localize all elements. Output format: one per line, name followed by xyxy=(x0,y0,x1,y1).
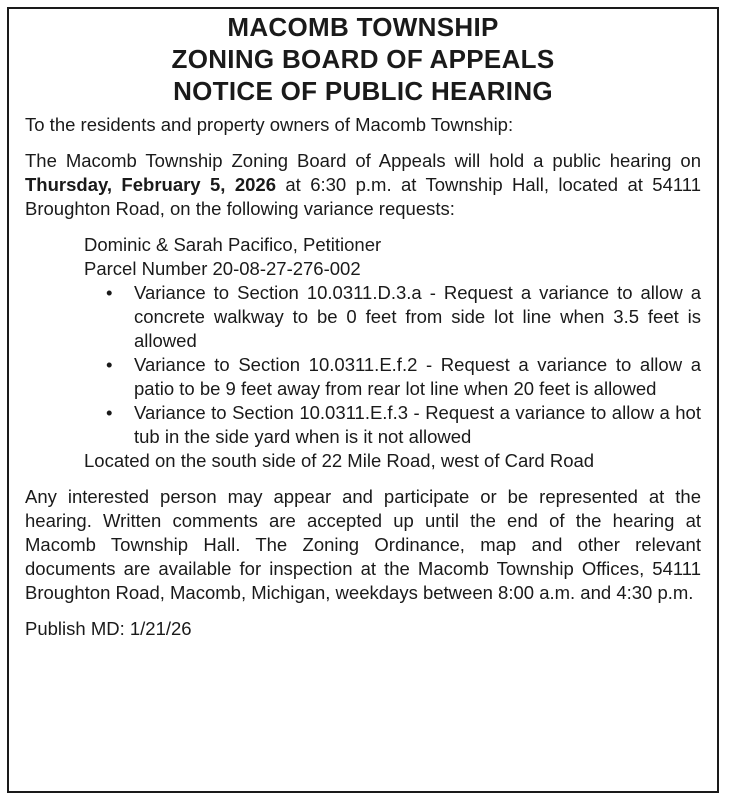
title-line-2: ZONING BOARD OF APPEALS xyxy=(171,44,555,74)
title-line-1: MACOMB TOWNSHIP xyxy=(227,12,499,42)
variance-text: Variance to Section 10.0311.E.f.2 - Request a variance to allow a patio to be 9 feet away from rear lot line when 20 feet is allowed xyxy=(134,354,701,399)
notice-title xyxy=(25,11,701,107)
variance-list xyxy=(84,281,701,449)
property-location: Located on the south side of 22 Mile Road, west of Card Road xyxy=(84,450,595,471)
parcel-number: Parcel Number 20-08-27-276-002 xyxy=(84,258,361,279)
intro-paragraph xyxy=(25,149,701,221)
title-line-3: NOTICE OF PUBLIC HEARING xyxy=(173,76,553,106)
bullet-icon: • xyxy=(106,354,113,375)
variance-item xyxy=(106,281,701,353)
bullet-icon: • xyxy=(106,282,113,303)
petitioner-name: Dominic & Sarah Pacifico, Petitioner xyxy=(84,234,382,255)
publish-date: Publish MD: 1/21/26 xyxy=(25,618,192,639)
variance-item xyxy=(106,353,701,401)
closing-paragraph: Any interested person may appear and participate or be represented at the hearing. Written comments are accepted up until the end of the hearing at Macomb Township Hall. The Zoning Ordinance, map and other relevant documents are available for inspection at the Macomb Township Offices, 54111 Broughton Road, Macomb, Michigan, weekdays between 8:00 a.m. and 4:30 p.m. xyxy=(25,486,701,603)
variance-text: Variance to Section 10.0311.D.3.a - Request a variance to allow a concrete walkway to be 0 feet from side lot line when 3.5 feet is allowed xyxy=(134,282,701,351)
salutation: To the residents and property owners of Macomb Township: xyxy=(25,114,514,135)
intro-text-end: at 6:30 p.m. at Township Hall, located at 54111 Broughton Road, on the following variance requests: xyxy=(25,174,701,219)
variance-text: Variance to Section 10.0311.E.f.3 - Request a variance to allow a hot tub in the side yard when is it not allowed xyxy=(134,402,701,447)
intro-text-start: The Macomb Township Zoning Board of Appeals will hold a public hearing on xyxy=(25,150,701,171)
hearing-date: Thursday, February 5, 2026 xyxy=(25,174,276,195)
bullet-icon: • xyxy=(106,402,113,423)
public-hearing-notice xyxy=(7,7,719,793)
variance-item xyxy=(106,401,701,449)
petition-block xyxy=(25,233,701,473)
